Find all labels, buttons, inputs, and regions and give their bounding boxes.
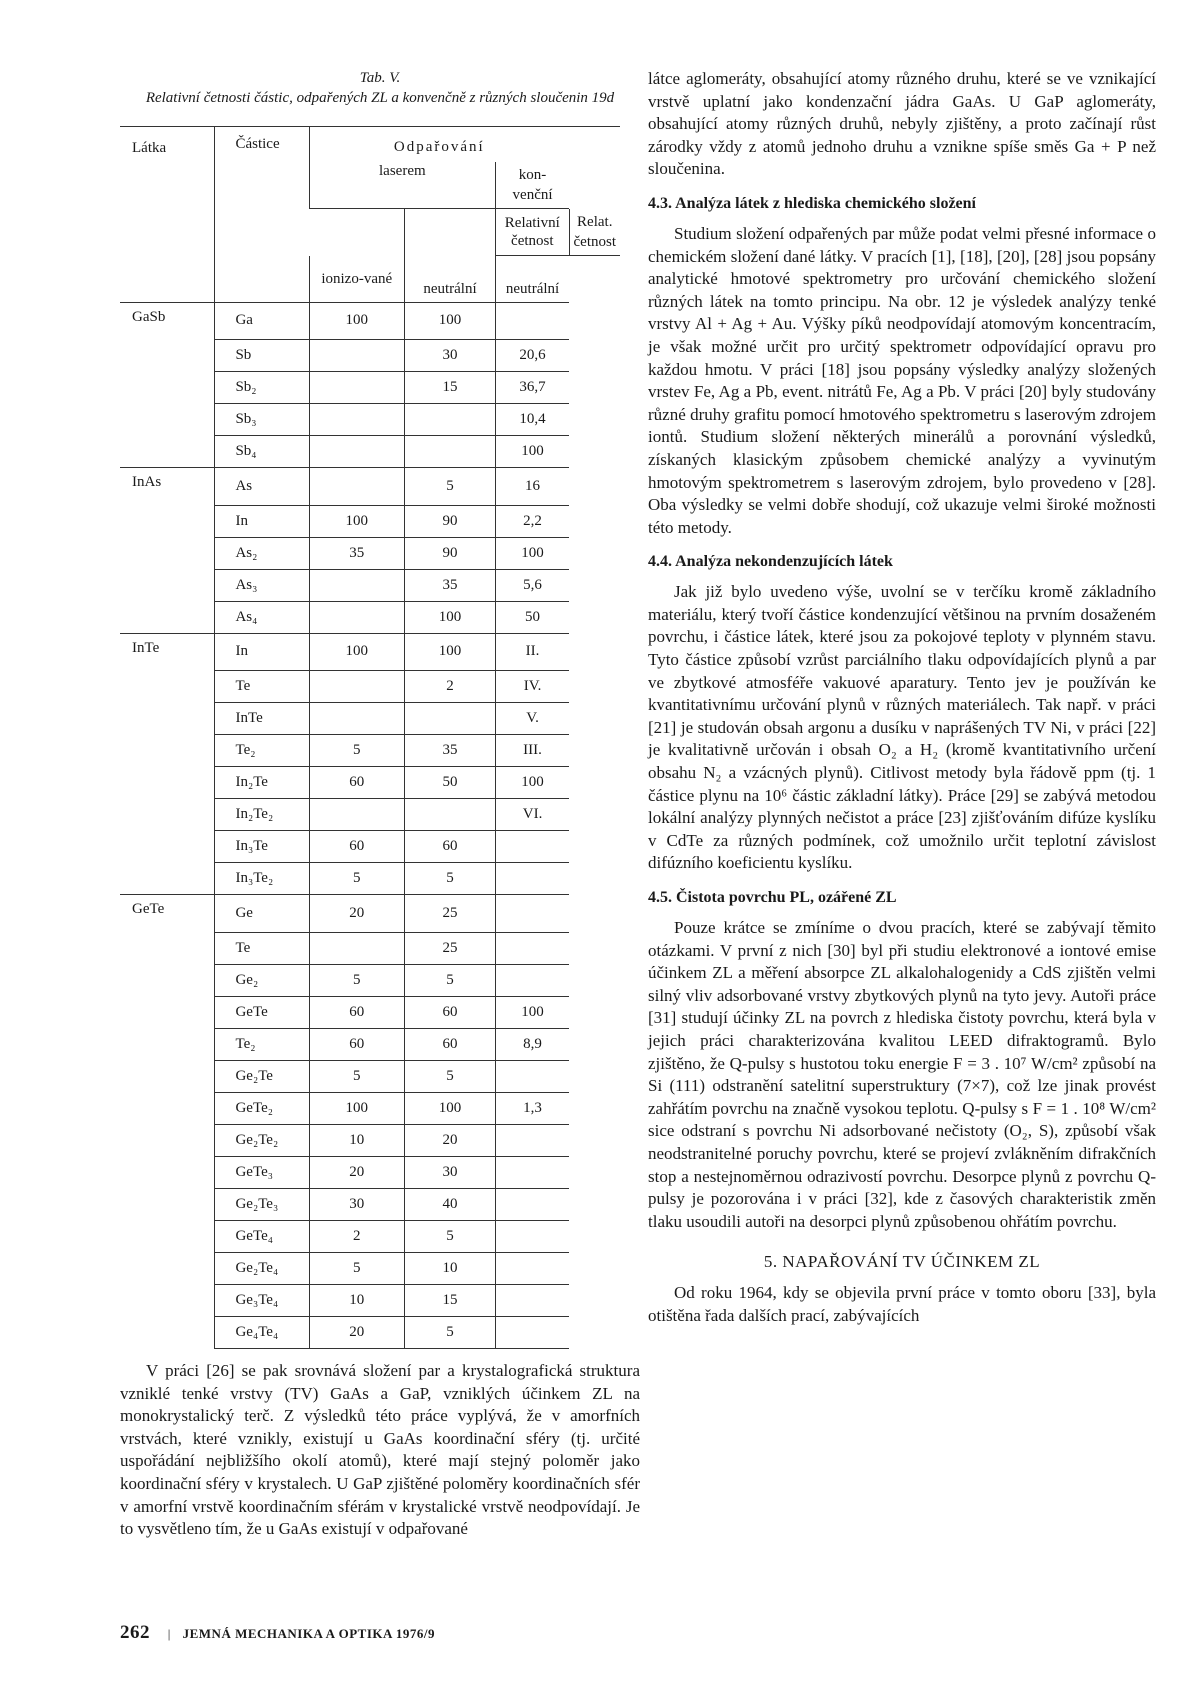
cell-castice: GeTe₄: [215, 1220, 309, 1252]
cell-konvencni: 20,6: [496, 340, 569, 372]
cell-konvencni: [496, 1156, 569, 1188]
cell-castice: Ga: [215, 302, 309, 340]
cell-castice: In₃Te: [215, 831, 309, 863]
cell-latka: [120, 964, 215, 996]
footer-separator: |: [167, 1626, 171, 1641]
cell-konvencni: 36,7: [496, 372, 569, 404]
table-row: [120, 1220, 620, 1252]
cell-castice: Ge: [215, 895, 309, 933]
cell-castice: InTe: [215, 703, 309, 735]
table-row: [120, 1156, 620, 1188]
cell-neutralni: 5: [404, 468, 495, 506]
cell-castice: As₃: [215, 569, 309, 601]
table-row: [120, 404, 620, 436]
cell-konvencni: II.: [496, 633, 569, 671]
cell-konvencni: VI.: [496, 799, 569, 831]
cell-neutralni: 60: [404, 996, 495, 1028]
cell-castice: In: [215, 505, 309, 537]
table-row: [120, 1284, 620, 1316]
header-konvencni: kon-venční: [496, 162, 569, 209]
cell-neutralni: 25: [404, 895, 495, 933]
cell-latka: [120, 505, 215, 537]
cell-latka: [120, 703, 215, 735]
cell-neutralni: 90: [404, 537, 495, 569]
cell-castice: Te: [215, 932, 309, 964]
cell-latka: [120, 1284, 215, 1316]
cell-ionizovane: [309, 703, 404, 735]
cell-castice: In₂Te: [215, 767, 309, 799]
cell-ionizovane: 20: [309, 895, 404, 933]
cell-latka: [120, 1060, 215, 1092]
cell-neutralni: 5: [404, 1316, 495, 1348]
cell-castice: Ge₂: [215, 964, 309, 996]
cell-castice: Te₂: [215, 735, 309, 767]
cell-castice: Ge₄Te₄: [215, 1316, 309, 1348]
table-row: [120, 863, 620, 895]
cell-castice: As: [215, 468, 309, 506]
cell-konvencni: 2,2: [496, 505, 569, 537]
table-row: [120, 735, 620, 767]
section-heading-4-4: 4.4. Analýza nekondenzujících látek: [648, 553, 893, 571]
table-row: [120, 1124, 620, 1156]
cell-latka: [120, 863, 215, 895]
table-row: [120, 1252, 620, 1284]
table-row: [120, 767, 620, 799]
table-row: [120, 302, 620, 340]
cell-ionizovane: 60: [309, 996, 404, 1028]
cell-konvencni: III.: [496, 735, 569, 767]
cell-konvencni: [496, 895, 569, 933]
table-row: [120, 1060, 620, 1092]
table-row: [120, 569, 620, 601]
cell-latka: [120, 671, 215, 703]
cell-ionizovane: [309, 601, 404, 633]
table-caption-text: Relativní četnosti částic, odpařených ZL a konvenčně z různých sloučenin 19d: [145, 90, 615, 106]
cell-konvencni: [496, 863, 569, 895]
cell-castice: Te₂: [215, 1028, 309, 1060]
cell-konvencni: [496, 1124, 569, 1156]
table-row: [120, 932, 620, 964]
cell-castice: In₂Te₂: [215, 799, 309, 831]
cell-castice: Sb: [215, 340, 309, 372]
cell-castice: Sb₃: [215, 404, 309, 436]
header-rel-cetnost: Relativní četnost: [496, 209, 569, 256]
header-neutralni-1: neutrální: [404, 256, 495, 303]
chapter-heading-5: 5. NAPAŘOVÁNÍ TV ÚČINKEM ZL: [763, 1252, 1041, 1272]
cell-latka: [120, 735, 215, 767]
table-row: [120, 1316, 620, 1348]
cell-castice: In₃Te₂: [215, 863, 309, 895]
cell-konvencni: 100: [496, 436, 569, 468]
cell-konvencni: 10,4: [496, 404, 569, 436]
cell-neutralni: 30: [404, 340, 495, 372]
cell-neutralni: 40: [404, 1188, 495, 1220]
page-footer: [120, 1622, 435, 1644]
table-row: [120, 1188, 620, 1220]
cell-ionizovane: [309, 404, 404, 436]
cell-latka: [120, 436, 215, 468]
cell-konvencni: 100: [496, 537, 569, 569]
cell-ionizovane: [309, 932, 404, 964]
cell-castice: Ge₂Te₃: [215, 1188, 309, 1220]
cell-neutralni: [404, 436, 495, 468]
cell-ionizovane: [309, 340, 404, 372]
cell-latka: [120, 372, 215, 404]
cell-ionizovane: 100: [309, 633, 404, 671]
cell-castice: GeTe₂: [215, 1092, 309, 1124]
cell-neutralni: [404, 404, 495, 436]
header-laserem: laserem: [309, 162, 496, 209]
cell-neutralni: 35: [404, 735, 495, 767]
table-row: [120, 831, 620, 863]
cell-ionizovane: 35: [309, 537, 404, 569]
cell-konvencni: [496, 1220, 569, 1252]
cell-neutralni: 100: [404, 601, 495, 633]
table-row: [120, 964, 620, 996]
cell-konvencni: V.: [496, 703, 569, 735]
cell-neutralni: 90: [404, 505, 495, 537]
cell-neutralni: 100: [404, 1092, 495, 1124]
cell-latka: [120, 1156, 215, 1188]
cell-latka: [120, 1316, 215, 1348]
cell-castice: As₂: [215, 537, 309, 569]
cell-ionizovane: 100: [309, 302, 404, 340]
cell-neutralni: 15: [404, 372, 495, 404]
header-latka: Látka: [132, 140, 167, 156]
cell-konvencni: 1,3: [496, 1092, 569, 1124]
section-paragraph-4-4: Jak již bylo uvedeno výše, uvolní se v terčíku kromě základního materiálu, který tvoří částice kondenzující většinou na prvním dosaženém povrchu, i částice látek, které jsou za pokojové teploty v plynném stavu. Tyto částice způsobí vzrůst parciálního tlaku odpovídajících plynů a par ve zbytkové atmosféře vakuové aparatury. Tento jev je používán ke kvantitativnímu určování plynů v různých materiálech. Tak např. v práci [21] je studován obsah argonu a dusíku v naprášených TV Ni, v práci [22] je kvalitativně určován i obsah O₂ a H₂ (kromě kvantitativního určení obsahu N₂ a vzácných plynů). Citlivost metody byla řádově ppm (tj. 1 částice plynu na 10⁶ částic základní látky). Práce [29] se zabývá metodou lokální analýzy plynných nečistot a práce [23] zjišťováním difúze kyslíku v CdTe za různých podmínek, což umožnilo určit teplotní závislost difúzního koeficientu kyslíku.: [648, 582, 1156, 873]
cell-latka: [120, 1220, 215, 1252]
cell-ionizovane: [309, 671, 404, 703]
cell-neutralni: 30: [404, 1156, 495, 1188]
cell-ionizovane: 5: [309, 735, 404, 767]
cell-ionizovane: 100: [309, 1092, 404, 1124]
cell-neutralni: 35: [404, 569, 495, 601]
section-heading-4-5: 4.5. Čistota povrchu PL, ozářené ZL: [648, 889, 897, 906]
journal-name: JEMNÁ MECHANIKA A OPTIKA 1976/9: [182, 1626, 436, 1641]
cell-latka: [120, 537, 215, 569]
cell-latka: GeTe: [120, 895, 215, 933]
cell-konvencni: IV.: [496, 671, 569, 703]
cell-ionizovane: 60: [309, 1028, 404, 1060]
cell-neutralni: 100: [404, 302, 495, 340]
section-paragraph-4-5: Pouze krátce se zmíníme o dvou pracích, které se zabývají těmito otázkami. V první z nich [30] byl při studiu elektronové a iontové emise účinkem ZL a měření absorpce ZL alkalohalogenidy a CdS zjištěn velmi silný vliv adsorbované vrstvy zbytkových plynů na tyto jevy. Autoři práce [31] studují účinky ZL na povrch z hlediska čistoty povrchu, která byla v jejich práci charakterizována kvalitou LEED difraktogramů. Bylo zjištěno, že Q-pulsy s hustotou toku energie F = 3 . 10⁷ W/cm² způsobí na Si (111) odstranění satelitní superstruktury (7×7), což lze jinak provést zahřátím povrchu na značně vysokou teplotu. Q-pulsy s F = 1 . 10⁸ W/cm² sice odstraní s povrchu Ni adsorbované nečistoty (O₂, S), způsobí však neodstranitelné poruchy povrchu, které se projeví zvlákněním difrakčních stop a nestejnoměrnou odrazivostí povrchu. Desorpce plynů z povrchu Q-pulsy je pozorována i v práci [32], kde z časových charakteristik změn tlaku usoudili autoři na desorpci plynů způsobenou ohřátím povrchu.: [648, 918, 1156, 1231]
cell-ionizovane: 5: [309, 964, 404, 996]
cell-konvencni: [496, 964, 569, 996]
cell-neutralni: 60: [404, 1028, 495, 1060]
cell-castice: In: [215, 633, 309, 671]
cell-neutralni: 10: [404, 1252, 495, 1284]
cell-konvencni: 50: [496, 601, 569, 633]
table-body: [120, 302, 620, 1348]
cell-latka: [120, 340, 215, 372]
left-paragraph: V práci [26] se pak srovnává složení par a krystalografická struktura vzniklé tenké vrstvy (TV) GaAs a GaP, vzniklých účinkem ZL na monokrystalický terč. Z výsledků této práce vyplývá, že v amorfních vrstvách, které vznikly, existují u GaAs koordinační sféry (tj. určité uspořádání nejbližšího okolí atomů), které mají stejný poloměr jako koordinační sféry v krystalech. U GaP zjištěné poloměry koordinačních sfér v amorfní vrstvě koordinačním sférám v krystalické vrstvě neodpovídají. Je to vysvětleno tím, že u GaAs existují v odpařované: [120, 1361, 640, 1539]
table-row: [120, 633, 620, 671]
table-row: [120, 340, 620, 372]
cell-konvencni: 100: [496, 996, 569, 1028]
right-column-text: [648, 68, 1156, 1327]
table-row: [120, 505, 620, 537]
cell-ionizovane: [309, 372, 404, 404]
header-odparovani: Odpařování: [309, 127, 569, 163]
cell-ionizovane: 60: [309, 831, 404, 863]
left-column-text: [120, 1360, 640, 1541]
header-relat-cetnost: Relat. četnost: [569, 209, 620, 256]
cell-ionizovane: 20: [309, 1316, 404, 1348]
cell-neutralni: 5: [404, 863, 495, 895]
table-caption-label: Tab. V.: [359, 70, 401, 86]
intro-paragraph: látce aglomeráty, obsahující atomy různého druhu, které se ve vznikající vrstvě uplatní jako kondenzační jádra GaAs. U GaP aglomeráty, obsahující atomy různých druhů, nebyly zjištěny, a proto začínají růst zárodky vždy z atomů jednoho druhu a vznikne spíše směs Ga + P než sloučenina.: [648, 69, 1156, 179]
cell-ionizovane: 5: [309, 863, 404, 895]
cell-neutralni: 2: [404, 671, 495, 703]
cell-konvencni: 8,9: [496, 1028, 569, 1060]
table-caption: [120, 68, 640, 108]
cell-konvencni: 16: [496, 468, 569, 506]
cell-ionizovane: 20: [309, 1156, 404, 1188]
cell-castice: Sb₄: [215, 436, 309, 468]
cell-konvencni: [496, 831, 569, 863]
cell-konvencni: [496, 1188, 569, 1220]
table-row: [120, 895, 620, 933]
cell-ionizovane: 2: [309, 1220, 404, 1252]
cell-castice: GeTe: [215, 996, 309, 1028]
section-heading-4-3: 4.3. Analýza látek z hlediska chemického složení: [648, 194, 976, 212]
table-row: [120, 1028, 620, 1060]
cell-ionizovane: 10: [309, 1284, 404, 1316]
cell-castice: Te: [215, 671, 309, 703]
cell-castice: Ge₂Te₂: [215, 1124, 309, 1156]
cell-ionizovane: 5: [309, 1060, 404, 1092]
table-row: [120, 1092, 620, 1124]
cell-konvencni: [496, 1060, 569, 1092]
cell-neutralni: 100: [404, 633, 495, 671]
cell-konvencni: [496, 1316, 569, 1348]
cell-latka: GaSb: [120, 302, 215, 340]
cell-latka: InAs: [120, 468, 215, 506]
table-row: [120, 372, 620, 404]
cell-latka: [120, 799, 215, 831]
cell-neutralni: 5: [404, 1060, 495, 1092]
table-row: [120, 601, 620, 633]
cell-ionizovane: 30: [309, 1188, 404, 1220]
cell-latka: [120, 1188, 215, 1220]
cell-konvencni: [496, 1284, 569, 1316]
cell-castice: Ge₂Te: [215, 1060, 309, 1092]
cell-neutralni: 50: [404, 767, 495, 799]
cell-latka: [120, 932, 215, 964]
cell-konvencni: [496, 302, 569, 340]
cell-latka: [120, 404, 215, 436]
table-row: [120, 799, 620, 831]
cell-neutralni: [404, 799, 495, 831]
table-row: [120, 671, 620, 703]
cell-neutralni: 15: [404, 1284, 495, 1316]
cell-neutralni: [404, 703, 495, 735]
section-paragraph-4-3: Studium složení odpařených par může podat velmi přesné informace o chemickém složení dané látky. V pracích [1], [18], [20], [28] jsou popsány analytické hmotové spektrometry pro určování chemického složení různých látek na tomto principu. Na obr. 12 je výsledek analýzy tenké vrstvy Al + Ag + Au. Výšky píků neodpovídají atomovým koncentracím, je však možné určit pro určitý spektrometr odpovídající opravu pro každou hmotu. V práci [18] jsou popsány výsledky analýzy složených vrstev Fe, Ag a Pb, event. nitrátů Fe, Ag a Pb. V práci [20] byly studovány různé druhy grafitu pomocí hmotového spektrometru s laserovým zdrojem iontů. Studium složení některých minerálů a porovnání výsledků, získaných klasickým způsobem chemické analýzy a vyvinutým hmotovým spektrometrem s laserovým zdrojem, bylo provedeno v [28]. Oba výsledky se velmi dobře shodují, což ukazuje velmi široké možnosti této metody.: [648, 223, 1156, 537]
cell-latka: [120, 1028, 215, 1060]
cell-castice: Ge₃Te₄: [215, 1284, 309, 1316]
cell-latka: [120, 601, 215, 633]
cell-ionizovane: [309, 569, 404, 601]
cell-latka: [120, 767, 215, 799]
particle-frequency-table: [120, 126, 620, 1349]
table-row: [120, 537, 620, 569]
cell-latka: [120, 569, 215, 601]
cell-neutralni: 5: [404, 1220, 495, 1252]
cell-ionizovane: 10: [309, 1124, 404, 1156]
cell-ionizovane: 100: [309, 505, 404, 537]
chapter-paragraph-5: Od roku 1964, kdy se objevila první práce v tomto oboru [33], byla otištěna řada dalších prací, zabývajících: [648, 1282, 1156, 1325]
cell-latka: [120, 1124, 215, 1156]
header-neutralni-2: neutrální: [496, 256, 569, 303]
cell-ionizovane: 5: [309, 1252, 404, 1284]
cell-latka: InTe: [120, 633, 215, 671]
header-ionizovane: ionizo-vané: [309, 256, 404, 303]
cell-castice: GeTe₃: [215, 1156, 309, 1188]
cell-konvencni: [496, 932, 569, 964]
table-row: [120, 468, 620, 506]
cell-castice: Ge₂Te₄: [215, 1252, 309, 1284]
header-castice: Částice: [215, 127, 309, 256]
cell-ionizovane: [309, 468, 404, 506]
page-number: 262: [120, 1622, 150, 1643]
cell-latka: [120, 1252, 215, 1284]
table-row: [120, 703, 620, 735]
cell-latka: [120, 831, 215, 863]
cell-castice: As₄: [215, 601, 309, 633]
cell-konvencni: 5,6: [496, 569, 569, 601]
cell-neutralni: 60: [404, 831, 495, 863]
cell-ionizovane: 60: [309, 767, 404, 799]
table-block: [120, 68, 640, 1349]
cell-konvencni: 100: [496, 767, 569, 799]
cell-latka: [120, 996, 215, 1028]
cell-konvencni: [496, 1252, 569, 1284]
cell-latka: [120, 1092, 215, 1124]
cell-castice: Sb₂: [215, 372, 309, 404]
cell-neutralni: 25: [404, 932, 495, 964]
table-row: [120, 436, 620, 468]
cell-neutralni: 5: [404, 964, 495, 996]
cell-ionizovane: [309, 436, 404, 468]
table-row: [120, 996, 620, 1028]
cell-ionizovane: [309, 799, 404, 831]
cell-neutralni: 20: [404, 1124, 495, 1156]
